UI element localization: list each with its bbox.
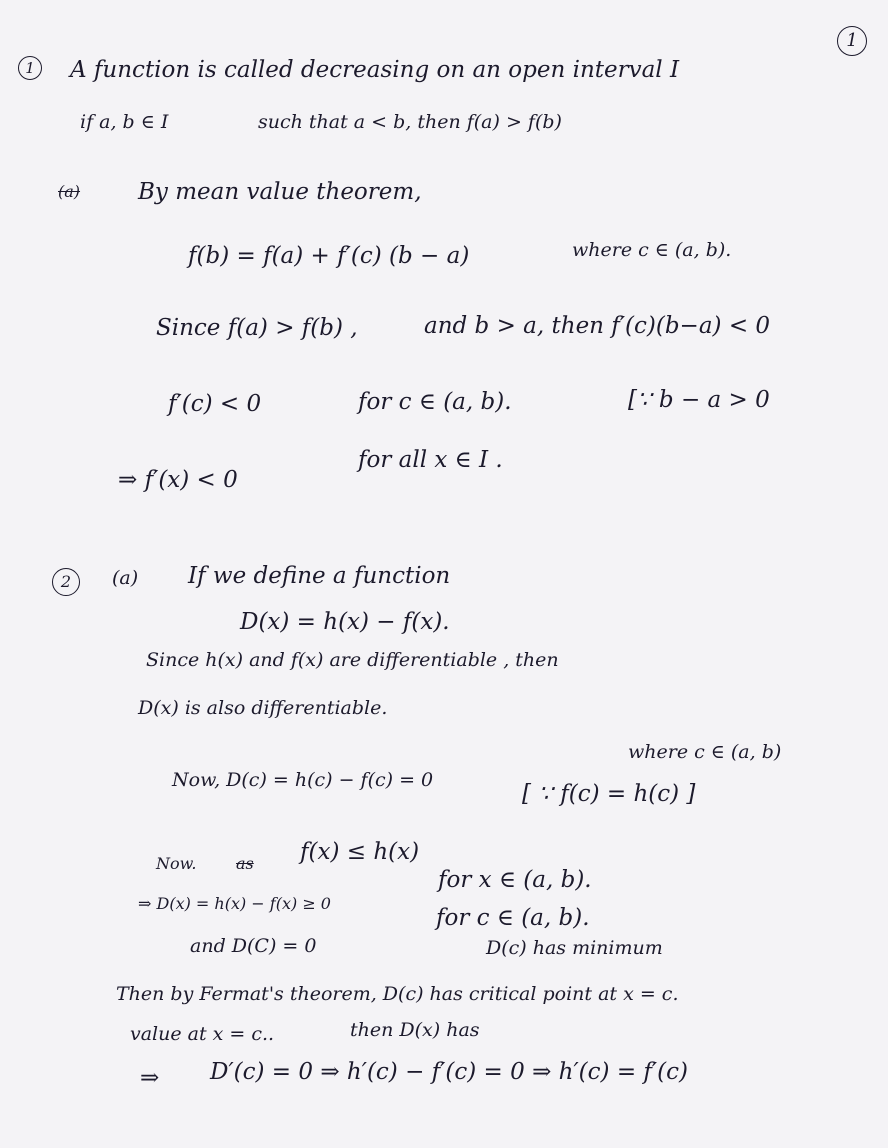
q1-equation1: f(b) = f(a) + f′(c) (b − a) [188, 243, 470, 269]
q2-because-line: [ ∵ f(c) = h(c) ] [522, 781, 696, 807]
q2-f-le-h: f(x) ≤ h(x) [300, 839, 420, 865]
q2-since-line: Since h(x) and f(x) are differentiable , then [146, 649, 559, 671]
q1-equation1-where: where c ∈ (a, b). [572, 239, 732, 261]
q1-definition-line1: A function is called decreasing on an open interval I [70, 57, 680, 83]
q1-for-c: for c ∈ (a, b). [358, 389, 512, 415]
q1-definition-line2b: such that a < b, then f(a) > f(b) [258, 111, 562, 133]
question-1-number: 1 [18, 56, 42, 80]
q2-final-equation: D′(c) = 0 ⇒ h′(c) − f′(c) = 0 ⇒ h′(c) = f′(c) [210, 1059, 688, 1085]
q2-then-D-has: then D(x) has [350, 1019, 480, 1041]
q1-definition-line2a: if a, b ∈ I [80, 111, 169, 133]
q1-part-mark: (a) [58, 182, 81, 201]
q2-D-definition: D(x) = h(x) − f(x). [240, 609, 450, 635]
q2-for-x: for x ∈ (a, b). [438, 867, 592, 893]
q1-derivative-negative: f′(c) < 0 [168, 391, 262, 417]
q1-for-all-x: for all x ∈ I . [358, 447, 503, 473]
q2-implies-arrow: ⇒ [140, 1065, 160, 1091]
q2-differentiable-line: D(x) is also differentiable. [138, 697, 388, 719]
q2-now-line: Now, D(c) = h(c) − f(c) = 0 [172, 769, 434, 791]
q1-since-line: Since f(a) > f(b) , [156, 315, 358, 341]
q2-now-2: Now. [156, 854, 197, 873]
q1-mvt-line: By mean value theorem, [138, 179, 422, 205]
q2-struck-word: as [236, 854, 254, 873]
q1-conclusion: ⇒ f′(x) < 0 [118, 467, 238, 493]
q1-because: [∵ b − a > 0 [628, 387, 770, 413]
q2-value-at-line: value at x = c.. [130, 1023, 275, 1045]
question-2-number: 2 [52, 568, 80, 596]
q2-fermat-line: Then by Fermat's theorem, D(c) has critical point at x = c. [116, 983, 679, 1005]
q2-where-line: where c ∈ (a, b) [628, 741, 782, 763]
q2-define-line: If we define a function [188, 563, 451, 589]
q2-has-minimum: D(c) has minimum [486, 937, 663, 959]
q1-since-line-b: and b > a, then f′(c)(b−a) < 0 [424, 313, 771, 339]
q2-part: (a) [112, 567, 139, 589]
q2-D-zero: and D(C) = 0 [190, 935, 317, 957]
q2-for-c: for c ∈ (a, b). [436, 905, 590, 931]
q2-D-nonnegative: ⇒ D(x) = h(x) − f(x) ≥ 0 [138, 894, 331, 913]
page-number: 1 [837, 26, 867, 56]
